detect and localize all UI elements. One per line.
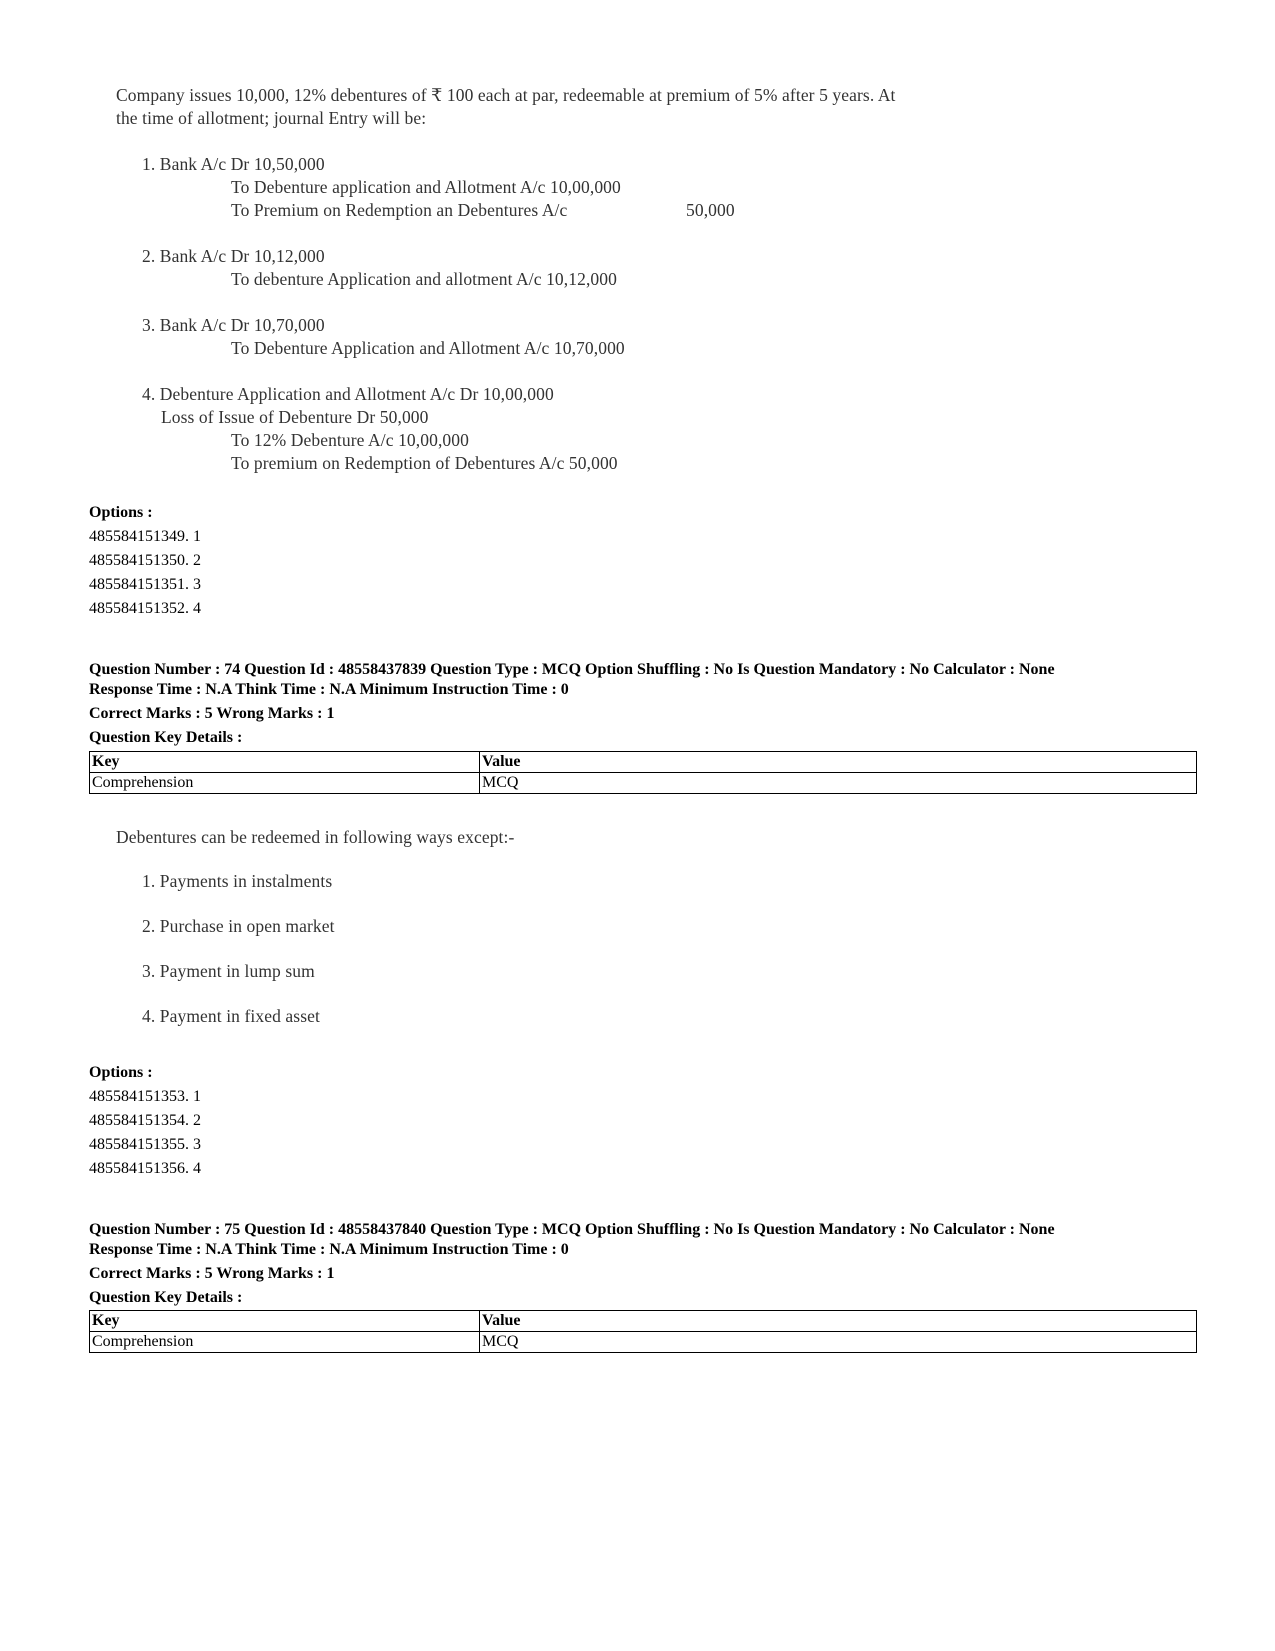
option-item: 485584151350. 2 [89,552,201,569]
table-row [90,752,1197,773]
q74-meta-line1: Question Number : 74 Question Id : 48558437839 Question Type : MCQ Option Shuffling : No Is Question Mandatory : No Calculator : None [89,661,1055,678]
q74-stem: Debentures can be redeemed in following ways except:- [116,827,515,847]
q74-choice-3: 3. Payment in lump sum [142,961,315,981]
q73-stem-line1: Company issues 10,000, 12% debentures of ₹ 100 each at par, redeemable at premium of 5% after 5 years. At [116,85,896,105]
q74-key-details-label: Question Key Details : [89,729,243,746]
value-cell: MCQ [480,1332,1197,1353]
q73-question-image [116,84,1016,474]
q73-stem-line2: the time of allotment; journal Entry will be: [116,108,427,128]
option-item: 485584151352. 4 [89,600,201,617]
q73-options-label: Options : [89,504,153,521]
q73-choice-1-line1: To Debenture application and Allotment A/c 10,00,000 [231,177,621,197]
q74-choice-2: 2. Purchase in open market [142,916,335,936]
value-cell: MCQ [480,773,1197,794]
q73-choice-3-line1: To Debenture Application and Allotment A/c 10,70,000 [231,338,625,358]
q73-choice-1-line2: To Premium on Redemption an Debentures A/c [231,200,568,220]
key-header: Key [90,1311,480,1332]
option-item: 485584151355. 3 [89,1136,201,1153]
value-header: Value [480,1311,1197,1332]
q74-options-label: Options : [89,1064,153,1081]
key-header: Key [90,752,480,773]
q74-question-image [116,826,816,1026]
option-item: 485584151354. 2 [89,1112,201,1129]
key-cell: Comprehension [90,1332,480,1353]
table-row [90,1332,1197,1353]
table-row [90,1311,1197,1332]
q75-key-table [89,1310,1197,1353]
q74-marks: Correct Marks : 5 Wrong Marks : 1 [89,705,335,722]
q74-choice-4: 4. Payment in fixed asset [142,1006,320,1026]
q74-meta-line2: Response Time : N.A Think Time : N.A Minimum Instruction Time : 0 [89,681,569,698]
q75-key-details-label: Question Key Details : [89,1289,243,1306]
q73-choice-4-line1: To 12% Debenture A/c 10,00,000 [231,430,469,450]
q73-options-list [89,525,201,621]
q73-choice-3-head: 3. Bank A/c Dr 10,70,000 [142,315,325,335]
q75-meta-line1: Question Number : 75 Question Id : 48558437840 Question Type : MCQ Option Shuffling : No Is Question Mandatory : No Calculator : None [89,1221,1055,1238]
q75-meta-line2: Response Time : N.A Think Time : N.A Minimum Instruction Time : 0 [89,1241,569,1258]
q74-choice-1: 1. Payments in instalments [142,871,333,891]
q73-choice-4-head: 4. Debenture Application and Allotment A/c Dr 10,00,000 [142,384,554,404]
option-item: 485584151356. 4 [89,1160,201,1177]
option-item: 485584151353. 1 [89,1088,201,1105]
q73-choice-1-head: 1. Bank A/c Dr 10,50,000 [142,154,325,174]
q75-marks: Correct Marks : 5 Wrong Marks : 1 [89,1265,335,1282]
q73-choice-2-head: 2. Bank A/c Dr 10,12,000 [142,246,325,266]
q73-choice-2-line1: To debenture Application and allotment A/c 10,12,000 [231,269,617,289]
q73-choice-4-sub: Loss of Issue of Debenture Dr 50,000 [161,407,429,427]
q74-key-table [89,751,1197,794]
key-cell: Comprehension [90,773,480,794]
q74-options-list [89,1085,201,1181]
table-row [90,773,1197,794]
q73-choice-1-amount: 50,000 [686,200,735,220]
q73-choice-4-line2: To premium on Redemption of Debentures A/c 50,000 [231,453,618,473]
value-header: Value [480,752,1197,773]
option-item: 485584151351. 3 [89,576,201,593]
option-item: 485584151349. 1 [89,528,201,545]
